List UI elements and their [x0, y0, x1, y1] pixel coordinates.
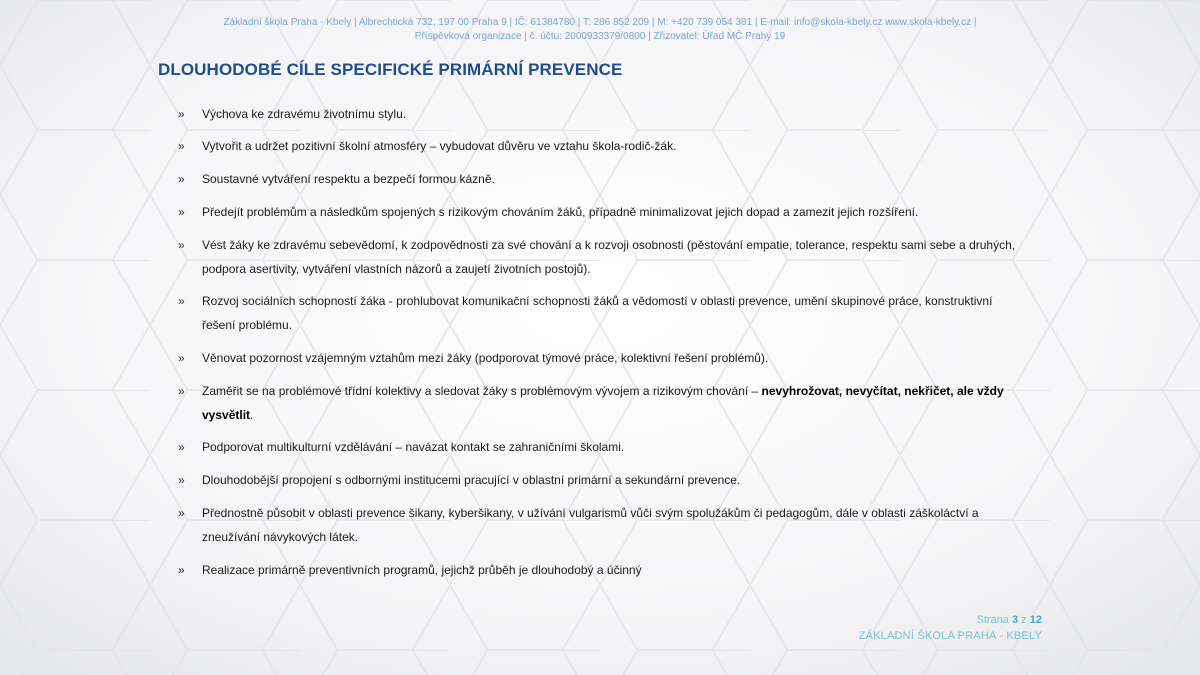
- list-item-text: Podporovat multikulturní vzdělávání – navázat kontakt se zahraničními školami.: [202, 440, 625, 454]
- header-line-organization: Příspěvková organizace | č. účtu: 2000933379/0800 | Zřizovatel: Úřad MČ Prahy 19: [414, 31, 786, 42]
- bullet-icon: »: [178, 351, 185, 365]
- bullet-icon: »: [178, 506, 185, 520]
- list-item: [178, 200, 1022, 224]
- page-prefix: Strana: [976, 614, 1009, 626]
- page-total: 12: [1029, 614, 1042, 626]
- bullet-icon: »: [178, 440, 185, 454]
- list-item: [178, 558, 1022, 582]
- list-item: [178, 102, 1022, 126]
- bullet-icon: »: [178, 139, 185, 153]
- list-item-text: [202, 379, 1022, 427]
- page-separator: z: [1021, 614, 1027, 626]
- bullet-icon: »: [178, 172, 185, 186]
- list-item-text-plain: Zaměřit se na problémové třídní kolektivy a sledovat žáky s problémovým vývojem a rizikovým chování –: [202, 384, 762, 398]
- list-item: [178, 435, 1022, 459]
- list-item-text: Rozvoj sociálních schopností žáka - prohlubovat komunikační schopnosti žáků a vědomostí v oblasti prevence, umění skupinové práce, konstruktivní řešení problému.: [202, 294, 993, 332]
- list-item: [178, 501, 1022, 549]
- header: [150, 16, 1050, 44]
- footer-school-name: ZÁKLADNÍ ŠKOLA PRAHA - KBELY: [858, 630, 1042, 642]
- list-item-text-end: .: [250, 408, 254, 422]
- bullet-icon: »: [178, 107, 185, 121]
- list-item-text: Dlouhodobější propojení s odbornými institucemi pracující v oblastní primární a sekundární prevence.: [202, 473, 741, 487]
- bullet-icon: »: [178, 294, 185, 308]
- list-item-text: Realizace primárně preventivních programů, jejichž průběh je dlouhodobý a účinný: [202, 563, 642, 577]
- list-item-text: Soustavné vytváření respektu a bezpečí formou kázně.: [202, 172, 495, 186]
- list-item: [178, 346, 1022, 370]
- bullet-icon: »: [178, 473, 185, 487]
- list-item-text-emphasis: nevyhrožovat, nevyčítat, nekřičet, ale vždy vysvětlit: [202, 384, 1004, 422]
- list-item-text: Přednostně působit v oblasti prevence šikany, kyberšikany, v užívání vulgarismů vůči svým spolužákům či pedagogům, dále v oblasti záškoláctví a zneužívání návykových látek.: [202, 506, 979, 544]
- list-item: [178, 468, 1022, 492]
- list-item-text: Předejít problémům a následkům spojených s rizikovým chováním žáků, případně minimalizovat jejich dopad a zamezit jejich rozšíření.: [202, 205, 919, 219]
- bullet-icon: »: [178, 205, 185, 219]
- list-item-text: Vytvořit a udržet pozitivní školní atmosféry – vybudovat důvěru ve vztahu škola-rodič-žák.: [202, 139, 677, 153]
- header-line-contact: Základní škola Praha - Kbely | Albrechtická 732, 197 00 Praha 9 | IČ: 61384780 | T: 286 852 209 | M: +420 739 054 381 | E-mail: info@skola-kbely.cz www.skola-kbely.cz |: [223, 17, 977, 28]
- list-item: [178, 379, 1022, 427]
- footer: [859, 612, 1042, 644]
- list-item: [178, 134, 1022, 158]
- page-current: 3: [1012, 614, 1019, 626]
- list-item-text: Vést žáky ke zdravému sebevědomí, k zodpovědnosti za své chování a k rozvoji osobnosti (pěstování empatie, tolerance, respektu sami sebe a druhých, podpora asertivity, vytváření vlastních názorů a zaujetí životních postojů).: [202, 238, 1016, 276]
- bullet-icon: »: [178, 563, 185, 577]
- page-number: [859, 612, 1042, 628]
- list-item: [178, 233, 1022, 281]
- bullet-icon: »: [178, 238, 185, 252]
- list-item-text: Výchova ke zdravému životnímu stylu.: [202, 107, 407, 121]
- list-item: [178, 167, 1022, 191]
- page-title: DLOUHODOBÉ CÍLE SPECIFICKÉ PRIMÁRNÍ PREVENCE: [158, 60, 623, 79]
- list-item-text: Věnovat pozornost vzájemným vztahům mezi žáky (podporovat týmové práce, kolektivní řešení problémů).: [202, 351, 769, 365]
- list-item: [178, 289, 1022, 337]
- bullet-icon: »: [178, 384, 185, 398]
